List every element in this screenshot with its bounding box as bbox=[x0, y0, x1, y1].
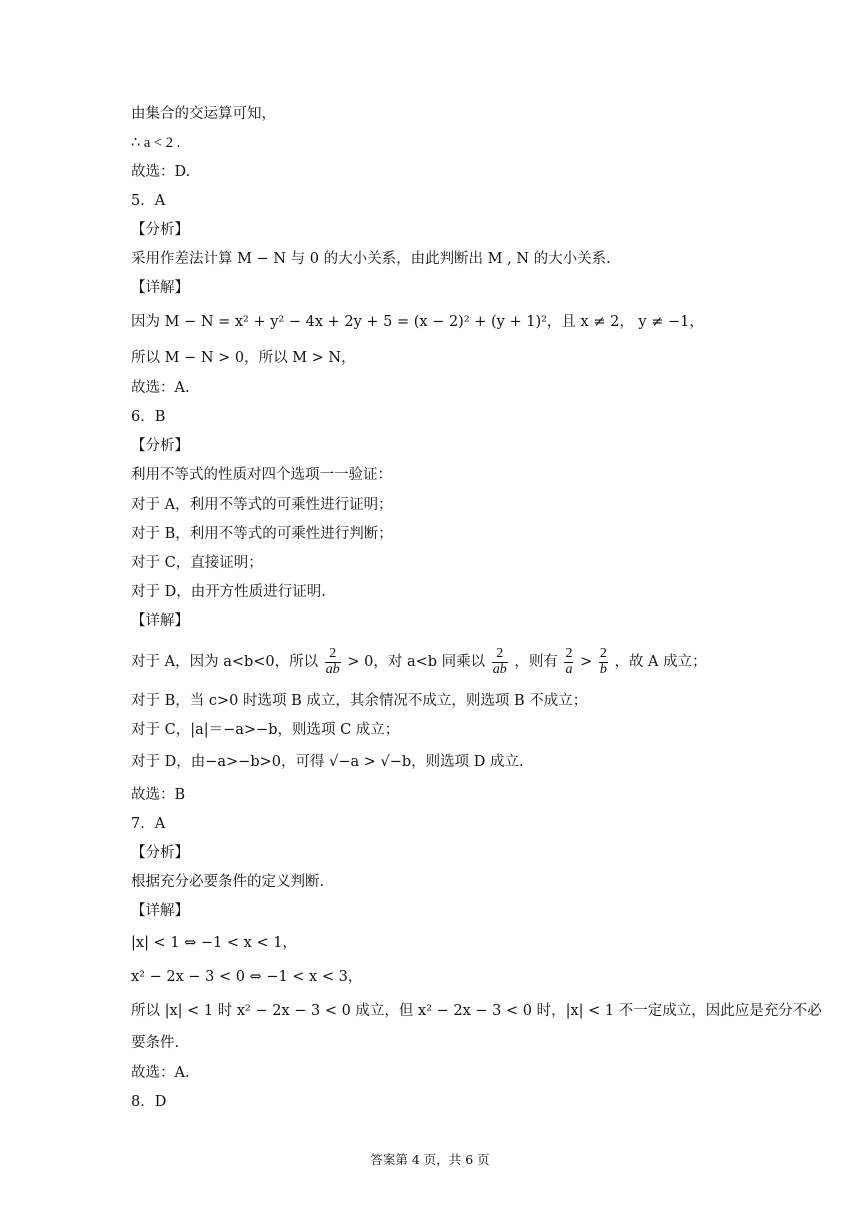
text-line: 所以 |x| < 1 时 x² − 2x − 3 < 0 成立，但 x² − 2x − 3 < 0 时，|x| < 1 不一定成立，因此应是充分不必 bbox=[131, 1003, 822, 1019]
text-line: 故选：B bbox=[131, 787, 186, 803]
text-line: 要条件. bbox=[131, 1035, 180, 1051]
fraction-numerator: 2 bbox=[565, 645, 573, 661]
section-heading: 【详解】 bbox=[131, 613, 189, 629]
text-line: |x| < 1 ⇔ −1 < x < 1， bbox=[131, 935, 297, 951]
text-line: 对于 D，由−a>−b>0，可得 √−a > √−b，则选项 D 成立. bbox=[131, 754, 524, 770]
section-heading: 【分析】 bbox=[131, 222, 189, 238]
text-line: 故选：A. bbox=[131, 1065, 190, 1081]
text-line: 由集合的交运算可知， bbox=[131, 106, 276, 122]
fraction-denominator: ab bbox=[492, 661, 507, 677]
question-number: 5．A bbox=[131, 193, 166, 209]
text-line: ∴ a < 2 . bbox=[131, 135, 181, 151]
fraction-denominator: a bbox=[565, 661, 573, 677]
text-line-fractions bbox=[131, 644, 707, 680]
text-line: 对于 C，直接证明； bbox=[131, 555, 263, 571]
fraction-denominator: ab bbox=[325, 661, 340, 677]
text-fragment: ，故 A 成立； bbox=[614, 654, 707, 670]
text-line: 对于 B，当 c>0 时选项 B 成立，其余情况不成立，则选项 B 不成立； bbox=[131, 693, 588, 709]
text-line: 根据充分必要条件的定义判断. bbox=[131, 874, 325, 890]
text-line: x² − 2x − 3 < 0 ⇔ −1 < x < 3， bbox=[131, 969, 363, 985]
text-line: 利用不等式的性质对四个选项一一验证： bbox=[131, 467, 392, 483]
fraction bbox=[492, 647, 508, 677]
section-heading: 【详解】 bbox=[131, 280, 189, 296]
fraction-denominator: b bbox=[599, 661, 607, 677]
question-number: 8．D bbox=[131, 1094, 167, 1110]
text-line: 对于 D，由开方性质进行证明. bbox=[131, 584, 326, 600]
fraction bbox=[325, 647, 341, 677]
text-fragment: > bbox=[580, 654, 593, 670]
text-fragment: ，则有 bbox=[514, 654, 558, 670]
fraction bbox=[564, 647, 573, 677]
text-line: 对于 A，利用不等式的可乘性进行证明； bbox=[131, 497, 393, 513]
text-line: 故选：A. bbox=[131, 380, 190, 396]
fraction-numerator: 2 bbox=[496, 645, 504, 661]
text-line: 对于 B，利用不等式的可乘性进行判断； bbox=[131, 526, 393, 542]
text-line: 所以 M − N > 0，所以 M > N， bbox=[131, 350, 356, 366]
text-line: 因为 M − N = x² + y² − 4x + 2y + 5 = (x − 2)² + (y + 1)²，且 x ≠ 2， y ≠ −1， bbox=[131, 314, 704, 330]
text-line: 采用作差法计算 M − N 与 0 的大小关系，由此判断出 M , N 的大小关系. bbox=[131, 251, 611, 267]
page-footer: 答案第 4 页，共 6 页 bbox=[370, 1152, 490, 1167]
text-line: 故选：D. bbox=[131, 164, 191, 180]
fraction-numerator: 2 bbox=[599, 645, 607, 661]
text-fragment: 对于 A，因为 a<b<0，所以 bbox=[131, 654, 319, 670]
question-number: 7．A bbox=[131, 816, 166, 832]
section-heading: 【分析】 bbox=[131, 438, 189, 454]
text-line: 对于 C，|a|＝−a>−b，则选项 C 成立； bbox=[131, 722, 400, 738]
question-number: 6．B bbox=[131, 409, 166, 425]
section-heading: 【详解】 bbox=[131, 903, 189, 919]
fraction-numerator: 2 bbox=[329, 645, 337, 661]
section-heading: 【分析】 bbox=[131, 845, 189, 861]
fraction bbox=[599, 647, 608, 677]
text-fragment: > 0，对 a<b 同乘以 bbox=[347, 654, 486, 670]
